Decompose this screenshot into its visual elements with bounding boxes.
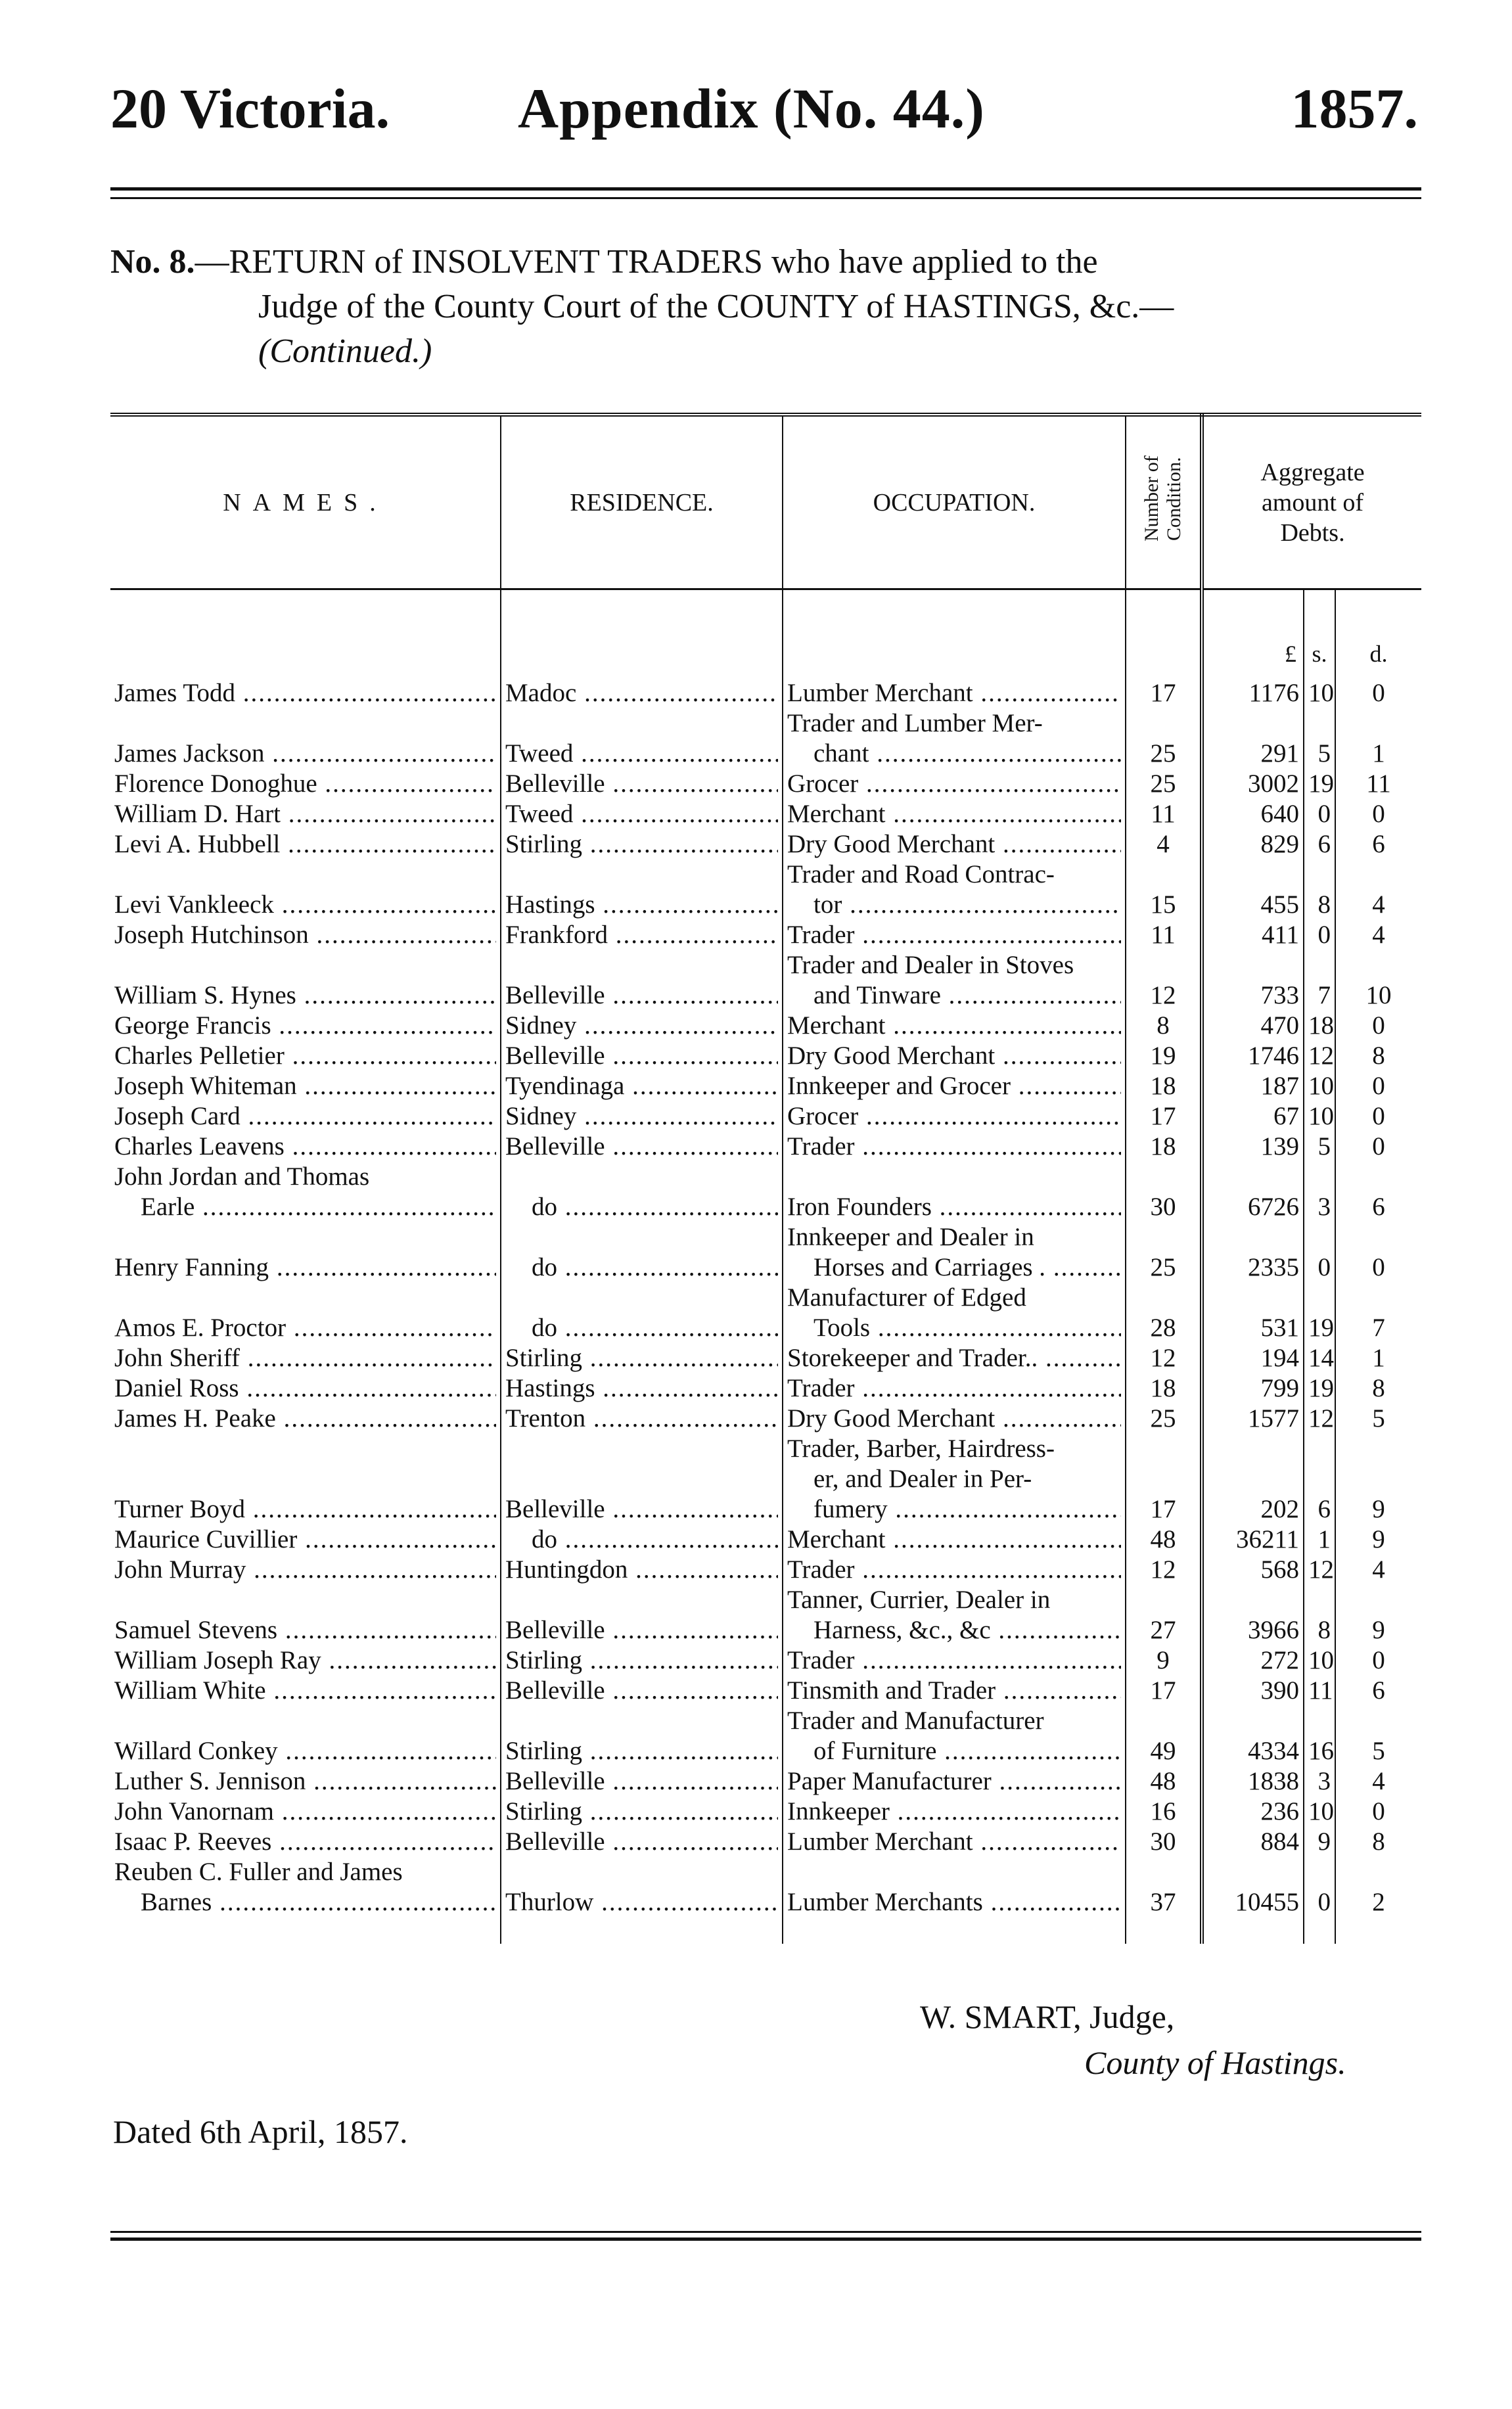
title-number: No. 8.: [110, 243, 195, 281]
number-of-condition: 11: [1126, 920, 1202, 950]
trader-occupation: Trader and Lumber Mer- chant .....: [783, 708, 1126, 769]
title-line-1: —RETURN of INSOLVENT TRADERS who have applied to the: [195, 243, 1098, 281]
debt-shillings: 16: [1304, 1706, 1335, 1766]
table-row: [110, 1797, 1421, 1827]
debt-pounds: 4334: [1202, 1706, 1304, 1766]
trader-residence: do .....: [501, 1222, 783, 1283]
number-of-condition: 12: [1126, 950, 1202, 1011]
number-of-condition: 48: [1126, 1766, 1202, 1797]
debt-pounds: 202: [1202, 1434, 1304, 1525]
debt-shillings: 3: [1304, 1162, 1335, 1222]
debt-shillings: 0: [1304, 799, 1335, 829]
trader-name: William White .....: [110, 1676, 501, 1706]
trader-residence: Stirling .....: [501, 1706, 783, 1766]
table-row: [110, 708, 1421, 769]
debt-pounds: 1746: [1202, 1041, 1304, 1071]
table-row: [110, 829, 1421, 860]
table-row: [110, 1706, 1421, 1766]
debt-shillings: 3: [1304, 1766, 1335, 1797]
number-of-condition: 15: [1126, 860, 1202, 920]
debt-pence: 0: [1335, 1011, 1421, 1041]
debt-shillings: 11: [1304, 1676, 1335, 1706]
trader-residence: Stirling .....: [501, 1645, 783, 1676]
dated-line: Dated 6th April, 1857.: [113, 2113, 408, 2150]
table-row: [110, 678, 1421, 708]
number-of-condition: 12: [1126, 1555, 1202, 1585]
debt-shillings: 12: [1304, 1555, 1335, 1585]
debt-shillings: 6: [1304, 829, 1335, 860]
header-aggregate-debts: Aggregate amount of Debts.: [1202, 415, 1421, 589]
signature-title: County of Hastings.: [1084, 2044, 1346, 2081]
debt-pounds: 236: [1202, 1797, 1304, 1827]
trader-residence: Sidney .....: [501, 1101, 783, 1132]
trader-residence: Tweed .....: [501, 708, 783, 769]
number-of-condition: 25: [1126, 708, 1202, 769]
trader-name: Florence Donoghue .....: [110, 769, 501, 799]
debt-pence: 6: [1335, 829, 1421, 860]
trader-name: Charles Pelletier .....: [110, 1041, 501, 1071]
header-appendix: Appendix (No. 44.): [518, 77, 985, 140]
trader-name: James Todd .....: [110, 678, 501, 708]
debt-pence: 8: [1335, 1827, 1421, 1857]
trader-residence: Belleville .....: [501, 1434, 783, 1525]
unit-pounds: £: [1202, 589, 1304, 679]
debt-shillings: 19: [1304, 1283, 1335, 1343]
number-of-condition: 8: [1126, 1011, 1202, 1041]
debt-pence: 5: [1335, 1706, 1421, 1766]
table-row: [110, 1132, 1421, 1162]
table-row: [110, 1676, 1421, 1706]
debt-pounds: 10455: [1202, 1857, 1304, 1944]
trader-name: Joseph Card .....: [110, 1101, 501, 1132]
trader-name: Levi Vankleeck .....: [110, 860, 501, 920]
table-row: [110, 1041, 1421, 1071]
trader-occupation: Merchant .....: [783, 1011, 1126, 1041]
debt-pounds: 3002: [1202, 769, 1304, 799]
trader-occupation: Manufacturer of Edged Tools .....: [783, 1283, 1126, 1343]
debt-pounds: 568: [1202, 1555, 1304, 1585]
trader-name: Maurice Cuvillier .....: [110, 1525, 501, 1555]
debt-pence: 1: [1335, 1343, 1421, 1373]
debt-shillings: 12: [1304, 1404, 1335, 1434]
trader-occupation: Grocer .....: [783, 1101, 1126, 1132]
number-of-condition: 17: [1126, 678, 1202, 708]
debt-shillings: 9: [1304, 1827, 1335, 1857]
table-row: [110, 1162, 1421, 1222]
trader-residence: Belleville .....: [501, 1827, 783, 1857]
trader-occupation: Innkeeper and Grocer .....: [783, 1071, 1126, 1101]
debt-pence: 6: [1335, 1162, 1421, 1222]
trader-residence: Tyendinaga .....: [501, 1071, 783, 1101]
document-title: [110, 240, 1421, 374]
header-names: NAMES.: [110, 415, 501, 589]
debt-pounds: 470: [1202, 1011, 1304, 1041]
debt-pounds: 36211: [1202, 1525, 1304, 1555]
debt-pence: 0: [1335, 1132, 1421, 1162]
debt-pence: 8: [1335, 1041, 1421, 1071]
header-rule: [110, 187, 1421, 191]
debt-pence: 0: [1335, 1071, 1421, 1101]
trader-occupation: Merchant .....: [783, 1525, 1126, 1555]
number-of-condition: 16: [1126, 1797, 1202, 1827]
trader-occupation: Trader, Barber, Hairdress- er, and Dealer in Per- fumery .....: [783, 1434, 1126, 1525]
table-row: [110, 1585, 1421, 1645]
debt-shillings: 10: [1304, 678, 1335, 708]
trader-residence: Huntingdon .....: [501, 1555, 783, 1585]
debt-shillings: 10: [1304, 1797, 1335, 1827]
table-row: [110, 1827, 1421, 1857]
number-of-condition: 9: [1126, 1645, 1202, 1676]
trader-name: Charles Leavens .....: [110, 1132, 501, 1162]
debt-pence: 4: [1335, 1766, 1421, 1797]
trader-name: Daniel Ross .....: [110, 1373, 501, 1404]
table-row: [110, 1101, 1421, 1132]
trader-occupation: Grocer .....: [783, 769, 1126, 799]
number-of-condition: 17: [1126, 1676, 1202, 1706]
debt-shillings: 7: [1304, 950, 1335, 1011]
table-row: [110, 799, 1421, 829]
table-row: [110, 1645, 1421, 1676]
footer-rule-thick: [110, 2237, 1421, 2241]
number-of-condition: 18: [1126, 1373, 1202, 1404]
header-occupation: OCCUPATION.: [783, 415, 1126, 589]
debt-pence: 0: [1335, 799, 1421, 829]
trader-residence: Belleville .....: [501, 1041, 783, 1071]
trader-occupation: Trader .....: [783, 1645, 1126, 1676]
trader-residence: Belleville .....: [501, 1676, 783, 1706]
debt-pence: 4: [1335, 1555, 1421, 1585]
debt-pounds: 6726: [1202, 1162, 1304, 1222]
trader-residence: Belleville .....: [501, 1585, 783, 1645]
debt-pence: 0: [1335, 1101, 1421, 1132]
header-session: 20 Victoria.: [110, 77, 390, 140]
debt-pounds: 3966: [1202, 1585, 1304, 1645]
trader-residence: Belleville .....: [501, 1766, 783, 1797]
trader-residence: Thurlow .....: [501, 1857, 783, 1944]
trader-name: John Jordan and Thomas Earle .....: [110, 1162, 501, 1222]
units-row: [110, 589, 1421, 679]
number-of-condition: 11: [1126, 799, 1202, 829]
debt-pounds: 1838: [1202, 1766, 1304, 1797]
trader-residence: Belleville .....: [501, 769, 783, 799]
debt-shillings: 0: [1304, 920, 1335, 950]
header-number-of-condition: Number of Condition.: [1126, 415, 1202, 589]
number-of-condition: 48: [1126, 1525, 1202, 1555]
table-row: [110, 1404, 1421, 1434]
debt-pence: 4: [1335, 920, 1421, 950]
number-of-condition: 37: [1126, 1857, 1202, 1944]
debt-shillings: 8: [1304, 860, 1335, 920]
debt-pounds: 187: [1202, 1071, 1304, 1101]
header-residence: RESIDENCE.: [501, 415, 783, 589]
debt-shillings: 10: [1304, 1645, 1335, 1676]
trader-name: Amos E. Proctor .....: [110, 1283, 501, 1343]
debt-pence: 0: [1335, 1797, 1421, 1827]
trader-occupation: Lumber Merchant .....: [783, 1827, 1126, 1857]
debt-pounds: 272: [1202, 1645, 1304, 1676]
debt-pounds: 884: [1202, 1827, 1304, 1857]
trader-name: William S. Hynes .....: [110, 950, 501, 1011]
trader-occupation: Trader and Road Contrac- tor .....: [783, 860, 1126, 920]
table-row: [110, 769, 1421, 799]
trader-name: Reuben C. Fuller and James Barnes .....: [110, 1857, 501, 1944]
trader-name: Joseph Hutchinson .....: [110, 920, 501, 950]
debt-shillings: 14: [1304, 1343, 1335, 1373]
debt-pence: 6: [1335, 1676, 1421, 1706]
debt-pence: 9: [1335, 1434, 1421, 1525]
trader-residence: Hastings .....: [501, 860, 783, 920]
table-row: [110, 1283, 1421, 1343]
debt-pence: 1: [1335, 708, 1421, 769]
debt-pence: 5: [1335, 1404, 1421, 1434]
debt-pounds: 139: [1202, 1132, 1304, 1162]
trader-name: John Vanornam .....: [110, 1797, 501, 1827]
trader-name: James H. Peake .....: [110, 1404, 501, 1434]
header-rule-thin: [110, 197, 1421, 199]
trader-occupation: Innkeeper and Dealer in Horses and Carriages . .....: [783, 1222, 1126, 1283]
number-of-condition: 18: [1126, 1071, 1202, 1101]
table-row: [110, 1373, 1421, 1404]
debt-shillings: 12: [1304, 1041, 1335, 1071]
trader-residence: Stirling .....: [501, 829, 783, 860]
running-header: [110, 76, 1418, 148]
trader-name: Levi A. Hubbell .....: [110, 829, 501, 860]
trader-occupation: Dry Good Merchant .....: [783, 1404, 1126, 1434]
trader-name: Joseph Whiteman .....: [110, 1071, 501, 1101]
trader-occupation: Dry Good Merchant .....: [783, 829, 1126, 860]
trader-occupation: Innkeeper .....: [783, 1797, 1126, 1827]
trader-occupation: Merchant .....: [783, 799, 1126, 829]
table-row: [110, 1434, 1421, 1525]
title-line-2: Judge of the County Court of the COUNTY of HASTINGS, &c.—: [258, 288, 1174, 325]
debt-pence: 9: [1335, 1525, 1421, 1555]
debt-shillings: 19: [1304, 1373, 1335, 1404]
number-of-condition: 27: [1126, 1585, 1202, 1645]
debt-shillings: 8: [1304, 1585, 1335, 1645]
trader-occupation: Iron Founders .....: [783, 1162, 1126, 1222]
debt-pounds: 733: [1202, 950, 1304, 1011]
table-row: [110, 1766, 1421, 1797]
table-row: [110, 1343, 1421, 1373]
number-of-condition: 4: [1126, 829, 1202, 860]
debt-pounds: 291: [1202, 708, 1304, 769]
debt-pounds: 194: [1202, 1343, 1304, 1373]
trader-name: George Francis .....: [110, 1011, 501, 1041]
debt-pounds: 455: [1202, 860, 1304, 920]
trader-name: William D. Hart .....: [110, 799, 501, 829]
debt-shillings: 6: [1304, 1434, 1335, 1525]
number-of-condition: 30: [1126, 1827, 1202, 1857]
debt-shillings: 0: [1304, 1857, 1335, 1944]
debt-pounds: 1577: [1202, 1404, 1304, 1434]
number-of-condition: 28: [1126, 1283, 1202, 1343]
debt-shillings: 10: [1304, 1101, 1335, 1132]
trader-name: Willard Conkey .....: [110, 1706, 501, 1766]
trader-occupation: Trader and Dealer in Stoves and Tinware .....: [783, 950, 1126, 1011]
trader-residence: Trenton .....: [501, 1404, 783, 1434]
trader-name: John Murray .....: [110, 1555, 501, 1585]
debt-pounds: 531: [1202, 1283, 1304, 1343]
debt-shillings: 10: [1304, 1071, 1335, 1101]
debt-pounds: 67: [1202, 1101, 1304, 1132]
debt-pounds: 1176: [1202, 678, 1304, 708]
table-row: [110, 860, 1421, 920]
debt-pounds: 411: [1202, 920, 1304, 950]
debt-pence: 9: [1335, 1585, 1421, 1645]
debt-shillings: 5: [1304, 708, 1335, 769]
trader-occupation: Tanner, Currier, Dealer in Harness, &c., &c .....: [783, 1585, 1126, 1645]
debt-pounds: 390: [1202, 1676, 1304, 1706]
trader-occupation: Trader .....: [783, 1555, 1126, 1585]
table-row: [110, 1222, 1421, 1283]
trader-residence: do .....: [501, 1283, 783, 1343]
number-of-condition: 25: [1126, 769, 1202, 799]
trader-occupation: Trader .....: [783, 920, 1126, 950]
table-row: [110, 950, 1421, 1011]
trader-residence: Madoc .....: [501, 678, 783, 708]
debt-shillings: 5: [1304, 1132, 1335, 1162]
trader-name: William Joseph Ray .....: [110, 1645, 501, 1676]
table-row: [110, 1555, 1421, 1585]
number-of-condition: 25: [1126, 1222, 1202, 1283]
trader-name: Luther S. Jennison .....: [110, 1766, 501, 1797]
trader-occupation: Trader .....: [783, 1373, 1126, 1404]
trader-residence: Belleville .....: [501, 950, 783, 1011]
trader-name: Isaac P. Reeves .....: [110, 1827, 501, 1857]
number-of-condition: 18: [1126, 1132, 1202, 1162]
table-row: [110, 1011, 1421, 1041]
trader-occupation: Trader .....: [783, 1132, 1126, 1162]
trader-residence: do .....: [501, 1525, 783, 1555]
table-row: [110, 920, 1421, 950]
title-line-3: (Continued.): [258, 333, 432, 370]
number-of-condition: 30: [1126, 1162, 1202, 1222]
number-of-condition: 49: [1126, 1706, 1202, 1766]
debt-pence: 8: [1335, 1373, 1421, 1404]
signature-name: W. SMART, Judge,: [920, 1998, 1175, 2035]
trader-residence: Tweed .....: [501, 799, 783, 829]
debt-pence: 2: [1335, 1857, 1421, 1944]
trader-occupation: Lumber Merchants .....: [783, 1857, 1126, 1944]
debt-pence: 7: [1335, 1283, 1421, 1343]
trader-residence: Belleville .....: [501, 1132, 783, 1162]
debt-pence: 4: [1335, 860, 1421, 920]
debt-pence: 0: [1335, 678, 1421, 708]
table-row: [110, 1071, 1421, 1101]
table-row: [110, 1525, 1421, 1555]
debt-pounds: 799: [1202, 1373, 1304, 1404]
trader-name: John Sheriff .....: [110, 1343, 501, 1373]
trader-name: James Jackson .....: [110, 708, 501, 769]
debt-pence: 11: [1335, 769, 1421, 799]
unit-pence: d.: [1335, 589, 1421, 679]
trader-residence: Hastings .....: [501, 1373, 783, 1404]
number-of-condition: 17: [1126, 1101, 1202, 1132]
debt-shillings: 19: [1304, 769, 1335, 799]
trader-occupation: Lumber Merchant .....: [783, 678, 1126, 708]
debt-pounds: 829: [1202, 829, 1304, 860]
debt-pence: 0: [1335, 1645, 1421, 1676]
debt-pence: 10: [1335, 950, 1421, 1011]
trader-name: Henry Fanning .....: [110, 1222, 501, 1283]
number-of-condition: 19: [1126, 1041, 1202, 1071]
unit-shillings: s.: [1304, 589, 1335, 679]
debt-pence: 0: [1335, 1222, 1421, 1283]
trader-name: Samuel Stevens .....: [110, 1585, 501, 1645]
number-of-condition: 17: [1126, 1434, 1202, 1525]
trader-occupation: Tinsmith and Trader .....: [783, 1676, 1126, 1706]
trader-occupation: Trader and Manufacturer of Furniture .....: [783, 1706, 1126, 1766]
trader-occupation: Dry Good Merchant .....: [783, 1041, 1126, 1071]
table-row: [110, 1857, 1421, 1944]
trader-residence: Frankford .....: [501, 920, 783, 950]
trader-occupation: Storekeeper and Trader.. .....: [783, 1343, 1126, 1373]
number-of-condition: 25: [1126, 1404, 1202, 1434]
debt-pounds: 2335: [1202, 1222, 1304, 1283]
insolvent-traders-table: [110, 413, 1421, 1944]
debt-shillings: 0: [1304, 1222, 1335, 1283]
trader-residence: Stirling .....: [501, 1797, 783, 1827]
number-of-condition: 12: [1126, 1343, 1202, 1373]
trader-residence: Sidney .....: [501, 1011, 783, 1041]
debt-shillings: 1: [1304, 1525, 1335, 1555]
trader-name: Turner Boyd .....: [110, 1434, 501, 1525]
trader-residence: Stirling .....: [501, 1343, 783, 1373]
debt-shillings: 18: [1304, 1011, 1335, 1041]
trader-occupation: Paper Manufacturer .....: [783, 1766, 1126, 1797]
debt-pounds: 640: [1202, 799, 1304, 829]
trader-residence: do .....: [501, 1162, 783, 1222]
footer-rule: [110, 2231, 1421, 2233]
header-year: 1857.: [1291, 77, 1418, 140]
